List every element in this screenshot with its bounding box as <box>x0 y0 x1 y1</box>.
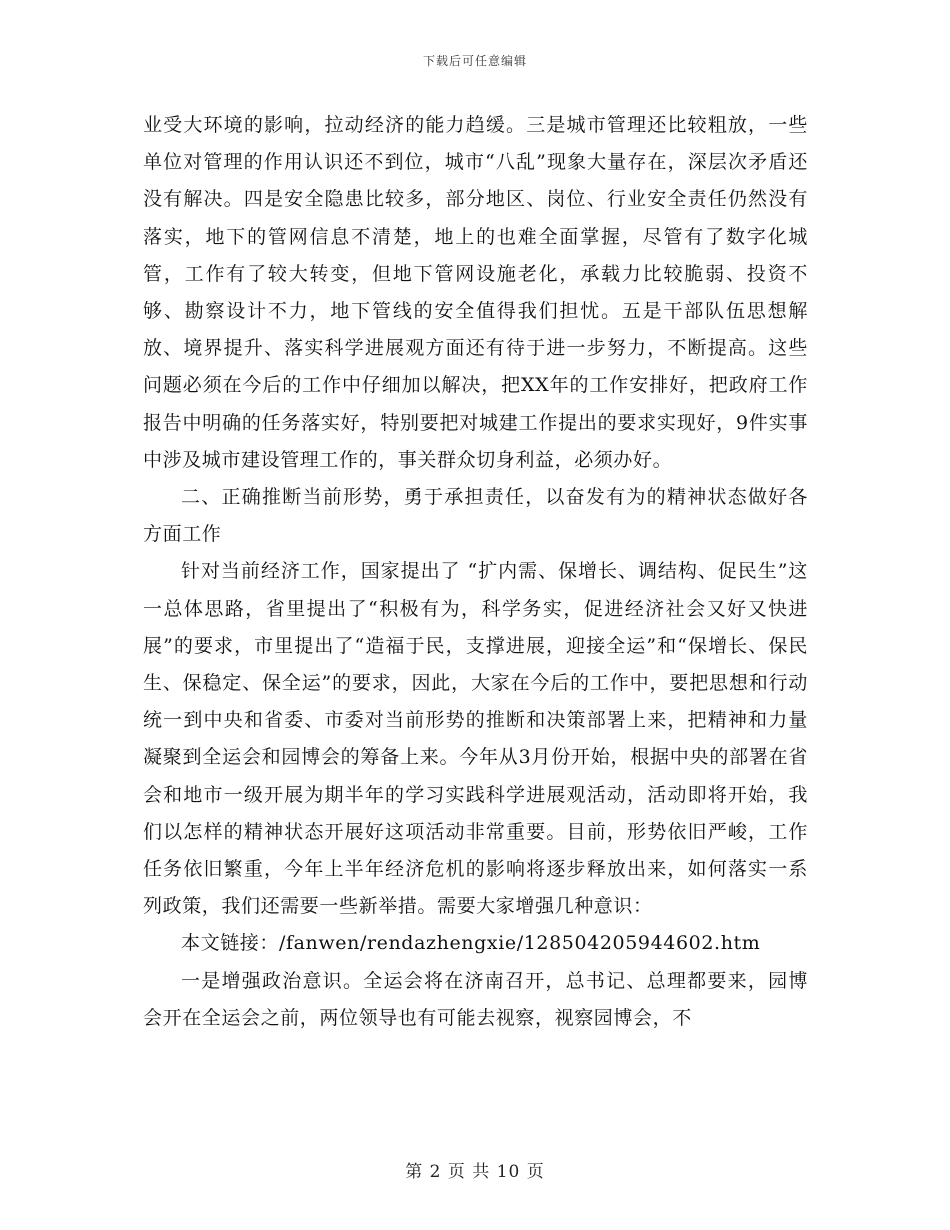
paragraph-3: 一是增强政治意识。全运会将在济南召开，总书记、总理都要来，园博会开在全运会之前，两位领导也有可能去视察，视察园博会，不 <box>143 969 808 1029</box>
page-header: 下载后可任意编辑 <box>422 54 527 68</box>
section-heading: 二、正确推断当前形势，勇于承担责任，以奋发有为的精神状态做好各方面工作 <box>143 486 808 546</box>
paragraph-1: 业受大环境的影响，拉动经济的能力趋缓。三是城市管理还比较粗放，一些单位对管理的作用认识还不到位，城市“八乱”现象大量存在，深层次矛盾还没有解决。四是安全隐患比较多，部分地区、岗位、行业安全责任仍然没有落实，地下的管网信息不清楚，地上的也难全面掌握，尽管有了数字化城管，工作有了较大转变，但地下管网设施老化，承载力比较脆弱、投资不够、勘察设计不力，地下管线的安全值得我们担忧。五是干部队伍思想解放、境界提升、落实科学进展观方面还有待于进一步努力，不断提高。这些问题必须在今后的工作中仔细加以解决，把XX年的工作安排好，把政府工作报告中明确的任务落实好，特别要把对城建工作提出的要求实现好，9件实事中涉及城市建设管理工作的，事关群众切身利益，必须办好。 <box>143 114 808 471</box>
page-number: 第 2 页 共 10 页 <box>405 1162 545 1182</box>
article-link: 本文链接：/fanwen/rendazhengxie/128504205944602.htm <box>181 932 761 955</box>
document-body <box>143 107 808 1037</box>
paragraph-2: 针对当前经济工作，国家提出了 “扩内需、保增长、调结构、促民生”这一总体思路，省里提出了“积极有为，科学务实，促进经济社会又好又快进展”的要求，市里提出了“造福于民，支撑进展，迎接全运”和“保增长、保民生、保稳定、保全运”的要求，因此，大家在今后的工作中，要把思想和行动统一到中央和省委、市委对当前形势的推断和决策部署上来，把精神和力量凝聚到全运会和园博会的筹备上来。今年从3月份开始，根据中央的部署在省会和地市一级开展为期半年的学习实践科学进展观活动，活动即将开始，我们以怎样的精神状态开展好这项活动非常重要。目前，形势依旧严峻，工作任务依旧繁重，今年上半年经济危机的影响将逐步释放出来，如何落实一系列政策，我们还需要一些新举措。需要大家增强几种意识： <box>143 560 808 918</box>
